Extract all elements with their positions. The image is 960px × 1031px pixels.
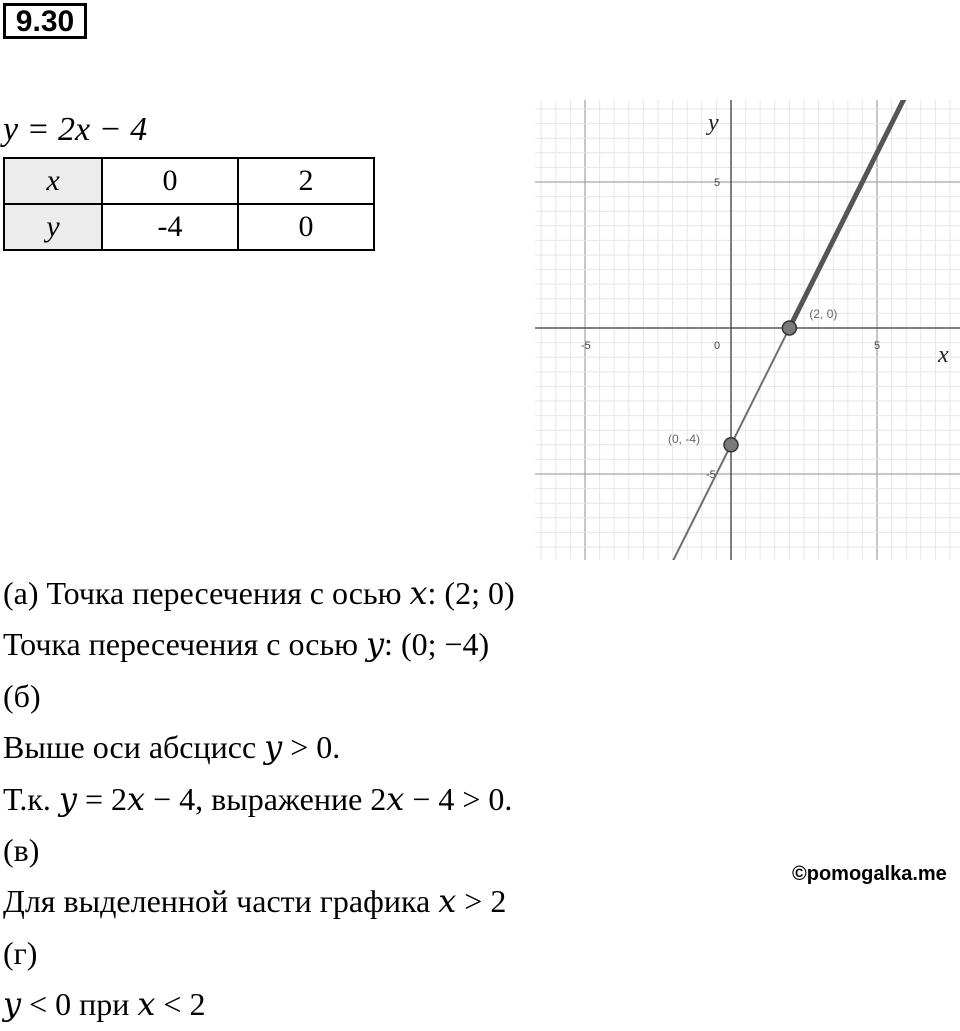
x-tick-label: 5: [874, 340, 881, 352]
solution-line: 𝑦 < 0 при 𝑥 < 2: [3, 986, 206, 1023]
solution-line: Т.к. 𝑦 = 2𝑥 − 4, выражение 2𝑥 − 4 > 0.: [3, 780, 513, 817]
values-table: [3, 157, 375, 251]
solution-line: Выше оси абсцисс 𝑦 > 0.: [3, 729, 341, 766]
y-tick-label: 5: [714, 177, 721, 189]
data-point: [782, 321, 796, 335]
data-point-label: (2, 0): [809, 307, 838, 321]
function-graph: [535, 100, 960, 560]
table-cell: 0: [102, 158, 238, 204]
data-point-label: (0, -4): [668, 431, 701, 446]
equation: y = 2x − 4: [3, 111, 148, 148]
x-tick-label: 0: [714, 340, 721, 352]
table-header-x: x: [4, 158, 102, 204]
problem-number: 9.30: [3, 3, 87, 39]
solution-line: Для выделенной части графика 𝑥 > 2: [3, 883, 507, 920]
table-cell: 0: [238, 204, 374, 250]
solution-line: (в): [3, 832, 40, 869]
solution-line: (б): [3, 677, 41, 714]
table-cell: 2: [238, 158, 374, 204]
solution-line: (г): [3, 934, 38, 971]
solution-line: (а) Точка пересечения с осью 𝑥: (2; 0): [3, 575, 515, 611]
x-tick-label: -5: [581, 340, 591, 352]
solution-line: Точка пересечения с осью 𝑦: (0; −4): [3, 626, 490, 663]
table-row: [4, 204, 374, 250]
table-row: [4, 158, 374, 204]
x-axis-label: x: [938, 342, 949, 368]
y-tick-label: -5: [706, 469, 716, 481]
data-point: [724, 438, 738, 452]
table-cell: -4: [102, 204, 238, 250]
table-header-y: y: [4, 204, 102, 250]
solution-text: [3, 568, 515, 1031]
y-axis-label: y: [708, 110, 719, 136]
watermark: ©pomogalka.me: [792, 863, 947, 885]
